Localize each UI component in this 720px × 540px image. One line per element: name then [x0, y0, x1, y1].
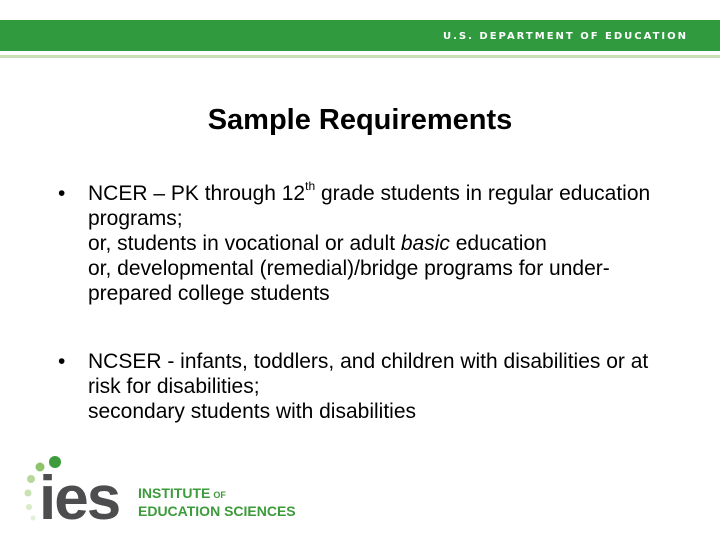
logo-line1-suffix: OF: [213, 490, 226, 500]
logo-dot: [25, 490, 32, 497]
bullet-ncser-line1: NCSER - infants, toddlers, and children with disabilities or at risk for disabilities;: [88, 350, 649, 398]
bullet-text: [88, 181, 678, 306]
ncer-line2-prefix: or, students in vocational or adult: [88, 232, 401, 255]
logo-mark: ies: [39, 464, 120, 525]
header-divider: [0, 55, 720, 58]
logo-dot: [31, 516, 36, 521]
agency-name: U.S. DEPARTMENT OF EDUCATION: [443, 31, 688, 42]
bullet-list: [58, 181, 678, 424]
bullet-ncer-line1: [88, 181, 678, 231]
svg-text:INSTITUTEOF: [138, 485, 226, 501]
bullet-text: [88, 349, 678, 424]
ncer-line2-italic: basic: [400, 232, 450, 255]
bullet-item-ncer: [58, 181, 678, 306]
ncer-line2-suffix: education: [449, 232, 547, 255]
logo-dot: [26, 504, 32, 510]
bullet-marker: •: [58, 350, 66, 373]
ncer-text-start: NCER – PK through 12: [88, 182, 306, 205]
ncer-text-end: grade students in regular education programs;: [88, 182, 651, 230]
logo-dot: [27, 475, 35, 483]
logo-line2: EDUCATION SCIENCES: [138, 503, 296, 519]
bullet-ncer-line2: [88, 231, 678, 256]
bullet-ncer-line3: or, developmental (remedial)/bridge programs for under-prepared college students: [88, 257, 610, 305]
ordinal-suffix: th: [305, 179, 316, 193]
header-bar: [0, 20, 720, 51]
bullet-ncser-line2: secondary students with disabilities: [88, 400, 417, 423]
bullet-marker: •: [58, 182, 66, 205]
slide-title: Sample Requirements: [207, 104, 513, 136]
bullet-item-ncser: [58, 349, 678, 424]
ies-logo: [20, 455, 300, 525]
logo-line1: INSTITUTE: [138, 485, 211, 501]
